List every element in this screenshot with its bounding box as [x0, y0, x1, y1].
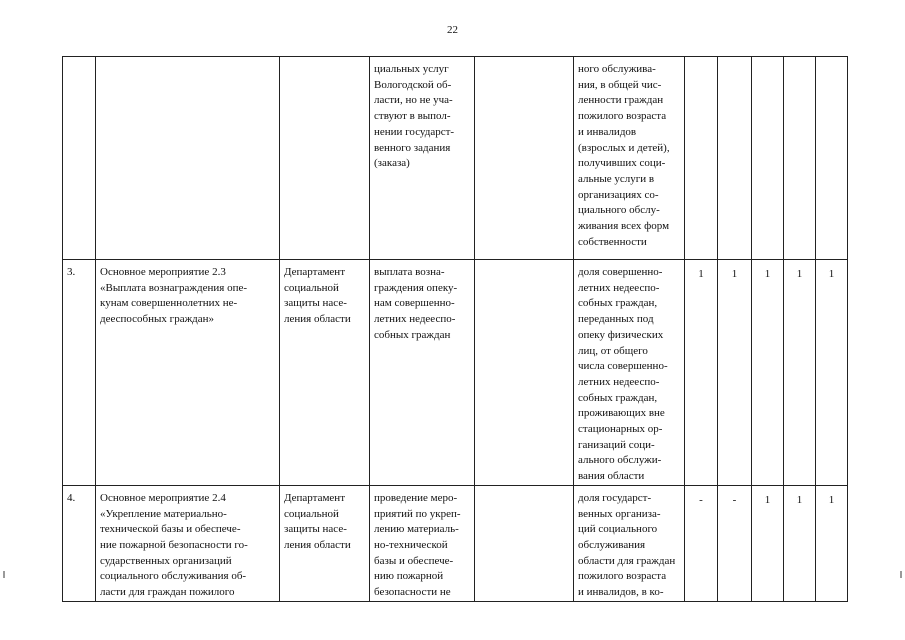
measure-cell: Основное мероприятие 2.3 «Выплата вознаграждения опе- кунам совершеннолетних не- дееспособных граждан»: [96, 260, 280, 486]
table-row: [63, 485, 848, 601]
empty-cell: [475, 260, 574, 486]
value-cell: 1: [752, 260, 784, 486]
executor-cell: Департамент социальной защиты насе- ления области: [280, 485, 370, 601]
value-cell: 1: [718, 260, 752, 486]
value-cell: [685, 57, 718, 260]
value-cell: 1: [784, 485, 816, 601]
measure-cell: Основное мероприятие 2.4 «Укрепление материально- технической базы и обеспече- ние пожарной безопасности го- сударственных организаций социального обслуживания об- ласти для граждан пожилого: [96, 485, 280, 601]
value-cell: [718, 57, 752, 260]
result-cell: циальных услуг Вологодской об- ласти, но не уча- ствуют в выпол- нении государст- венного задания (заказа): [370, 57, 475, 260]
value-cell: 1: [784, 260, 816, 486]
measures-table: [62, 56, 848, 602]
value-cell: [752, 57, 784, 260]
row-number: [63, 57, 96, 260]
table-row: [63, 260, 848, 486]
executor-cell: [280, 57, 370, 260]
result-cell: проведение меро- приятий по укреп- лению материаль- но-технической базы и обеспече- нию пожарной безопасности не: [370, 485, 475, 601]
value-cell: [816, 57, 848, 260]
empty-cell: [475, 57, 574, 260]
value-cell: 1: [816, 260, 848, 486]
executor-cell: Департамент социальной защиты насе- ления области: [280, 260, 370, 486]
row-number: 3.: [63, 260, 96, 486]
value-cell: 1: [752, 485, 784, 601]
indicator-cell: доля совершенно- летних недееспо- собных граждан, переданных под опеку физических лиц, от общего числа совершенно- летних недееспо- собных граждан, проживающих вне стационарных ор- ганизаций соци- ального обслужи- вания области: [574, 260, 685, 486]
empty-cell: [475, 485, 574, 601]
indicator-cell: доля государст- венных организа- ций социального обслуживания области для граждан пожилого возраста и инвалидов, в ко-: [574, 485, 685, 601]
value-cell: 1: [816, 485, 848, 601]
value-cell: -: [718, 485, 752, 601]
right-edge-mark: [900, 571, 902, 578]
value-cell: [784, 57, 816, 260]
result-cell: выплата возна- граждения опеку- нам совершенно- летних недееспо- собных граждан: [370, 260, 475, 486]
value-cell: -: [685, 485, 718, 601]
page-number: 22: [447, 24, 458, 36]
value-cell: 1: [685, 260, 718, 486]
left-edge-mark: [3, 571, 5, 578]
table-row: [63, 57, 848, 260]
indicator-cell: ного обслужива- ния, в общей чис- ленности граждан пожилого возраста и инвалидов (взрослых и детей), получивших соци- альные услуги в организациях со- циального обслу- живания всех форм собственности: [574, 57, 685, 260]
row-number: 4.: [63, 485, 96, 601]
measure-cell: [96, 57, 280, 260]
